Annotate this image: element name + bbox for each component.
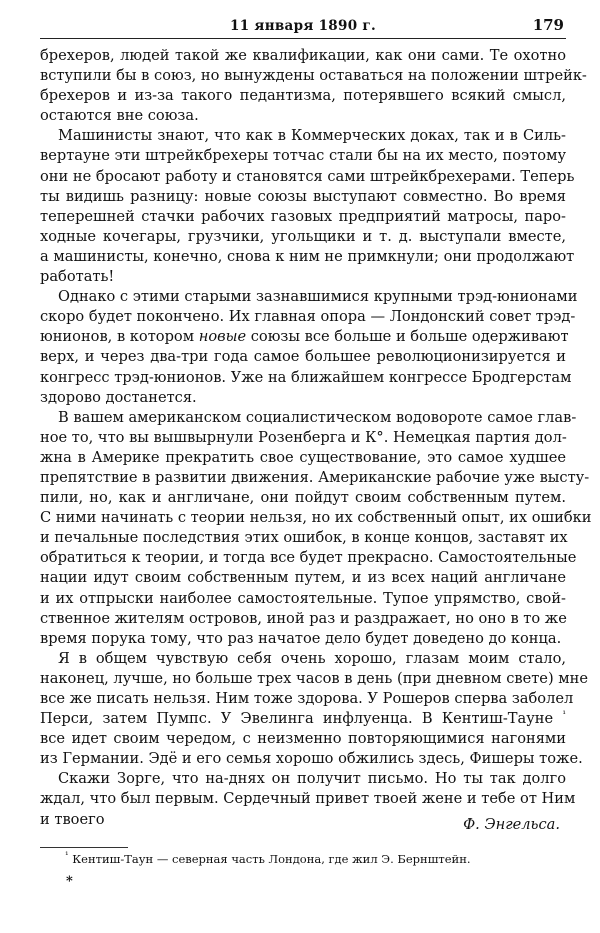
text-line: и их отпрыски наиболее самостоятельные. Тупое упрямство, свой- [40,589,566,607]
text-line: и твоего [40,810,105,828]
text-line [40,327,569,347]
text-line: наконец, лучше, но больше трех часов в день (при дневном свете) мне [40,669,588,687]
text-line: из Германии. Эдё и его семья хорошо обжились здесь, Фишеры тоже. [40,750,583,768]
text-line: ждал, что был первым. Сердечный привет твоей жене и тебе от Ним [40,790,576,808]
text-line: все же писать нельзя. Ним тоже здорова. У Рошеров сперва заболел [40,690,574,707]
text-line: Машинисты знают, что как в Коммерческих доках, так и в Силь- [58,127,566,145]
signature-mark: * [66,874,73,889]
footnote-text: Кентиш-Таун — северная часть Лондона, где жил Э. Бернштейн. [72,852,471,866]
text-line: все идет своим чередом, с неизменно повторяющимися нагонями [40,730,566,748]
text-line: работать! [40,268,115,286]
text-line: нации идут своим собственным путем, и из всех наций англичане [40,569,566,587]
text-line: вступили бы в союз, но вынуждены оставаться на положении штрейк- [40,67,587,85]
signature: Ф. Энгельса. [463,816,560,833]
letter-body [40,46,592,830]
text-line: они не бросают работу и становятся сами штрейкбрехерами. Теперь [40,167,575,185]
text-line [40,709,566,729]
text-line: обратиться к теории, и тогда все будет прекрасно. Самостоятельные [40,549,577,567]
emphasized-word: новые [198,328,247,346]
text-line: остаются вне союза. [40,107,199,125]
text-line: ходные кочегары, грузчики, угольщики и т. д. выступали вместе, [40,227,566,245]
text-line: теперешней стачки рабочих газовых предприятий матросы, паро- [40,207,566,225]
text-line: и печальные последствия этих ошибок, в конце концов, заставят их [40,529,568,547]
text-line: В вашем американском социалистическом водовороте самое глав- [58,408,577,426]
footnote [65,851,561,867]
text-segment: Перси, затем Пумпс. У Эвелинга инфлуенца. В Кентиш-Тауне [40,710,554,728]
text-line: вертауне эти штрейкбрехеры тотчас стали бы на их место, поэтому [40,147,567,165]
text-line: конгресс трэд-юнионов. Уже на ближайшем конгрессе Бродгерстам [40,368,572,386]
text-line: препятствие в развитии движения. Американские рабочие уже высту- [40,468,590,486]
text-line: Я в общем чувствую себя очень хорошо, глазам моим стало, [58,649,566,667]
text-line: брехеров и из-за такого педантизма, потерявшего всякий смысл, [40,87,566,105]
text-line: ственное жителям островов, иной раз и раздражает, но оно в то же [40,609,567,627]
footnote-divider [40,847,128,848]
text-segment: юнионов, в котором [40,328,199,346]
text-line: ты видишь разницу: новые союзы выступают совместно. Во время [40,187,566,205]
text-line: Скажи Зорге, что на-днях он получит письмо. Но ты так долго [58,770,566,788]
page-number: 179 [532,16,564,34]
text-line: Однако с этими старыми зазнавшимися крупными трэд-юнионами [58,288,578,306]
text-line: верх, и через два-три года самое большее революционизируется и [40,348,566,366]
text-line: С ними начинать с теории нельзя, но их собственный опыт, их ошибки [40,509,592,527]
text-line: а машинисты, конечно, снова к ним не примкнули; они продолжают [40,247,575,265]
text-line: здорово достанется. [40,388,197,406]
text-line: скоро будет покончено. Их главная опора — Лондонский совет трэд- [40,308,576,326]
text-line: время порука тому, что раз начатое дело будет доведено до конца. [40,629,562,647]
text-segment: союзы все больше и больше одерживают [246,328,569,346]
page-header [40,14,566,39]
header-date: 11 января 1890 г. [230,18,376,34]
text-line: пили, но, как и англичане, они пойдут своим собственным путем. [40,489,566,507]
text-line: жна в Америке прекратить свое существование, это самое худшее [40,448,566,466]
text-line: брехеров, людей такой же квалификации, как они сами. Те охотно [40,47,566,64]
footnote-number: ¹ [65,851,69,862]
footnote-marker: ¹ [562,710,567,721]
text-line: ное то, что вы вышвырнули Розенберга и К°. Немецкая партия дол- [40,428,567,446]
